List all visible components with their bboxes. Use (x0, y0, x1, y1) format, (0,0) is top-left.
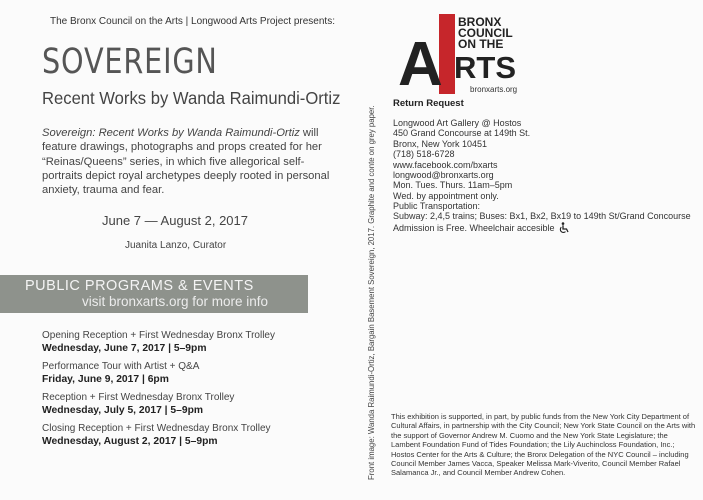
event-date: Wednesday, June 7, 2017 | 5–9pm (42, 343, 207, 354)
description-rest: will feature drawings, photographs and props created for her “Reinas/Queens” series, in which five allegorical self-portraits depict royal archetypes deeply rooted in personal anxiety, trauma and fear. (42, 127, 330, 197)
wheelchair-icon (558, 222, 570, 234)
funding-credits: This exhibition is supported, in part, by public funds from the New York City Department of Cultural Affairs, in partnership with the City Council; New York State Council on the Arts with the support of Governor Andrew M. Cuomo and the New York State Legislature; the Lambent Foundation Fund of Tides Foundation; the Lily Auchincloss Foundation, Inc.; Hostos Center for the Arts & Culture; the Bronx Delegation of the NYC Council – including Council Member James Vacca, Speaker Melissa Mark-Viverito, Council Member Rafael Salamanca Jr., and Council Member Andrew Cohen. (391, 412, 696, 478)
transport-label: Public Transportation: (393, 201, 481, 211)
programs-link[interactable]: visit bronxarts.org for more info (82, 294, 269, 309)
exhibition-dates: June 7 — August 2, 2017 (102, 213, 248, 228)
transportation-info (393, 201, 691, 234)
logo-rts: RTS (454, 50, 516, 85)
facebook-link[interactable]: www.facebook.com/bxarts (393, 159, 498, 170)
event-item (42, 330, 342, 361)
presenter-line: The Bronx Council on the Arts | Longwood Arts Project presents: (50, 16, 335, 27)
logo-line-1: BRONX (458, 15, 502, 29)
admission-text: Admission is Free. Wheelchair accesible (393, 222, 555, 233)
event-date: Wednesday, July 5, 2017 | 5–9pm (42, 405, 204, 416)
admission-line (393, 222, 691, 234)
hours-line: Mon. Tues. Thurs. 11am–5pm (393, 180, 513, 191)
transport-line: Subway: 2,4,5 trains; Buses: Bx1, Bx2, Bx19 to 149th St/Grand Concourse (393, 211, 691, 222)
programs-banner (0, 275, 308, 313)
email-link[interactable]: longwood@bronxarts.org (393, 170, 494, 181)
address-line: Bronx, New York 10451 (393, 138, 488, 149)
bronx-council-logo (398, 14, 518, 99)
exhibition-description (42, 126, 342, 197)
logo-line-3: ON THE (458, 37, 504, 51)
logo-line-2: COUNCIL (458, 26, 513, 40)
exhibition-title: SOVEREIGN (42, 42, 218, 82)
exhibition-subtitle: Recent Works by Wanda Raimundi-Ortiz (42, 88, 341, 108)
return-request-label: Return Request (393, 98, 464, 109)
event-date: Friday, June 9, 2017 | 6pm (42, 374, 169, 385)
event-name: Reception + First Wednesday Bronx Trolley (42, 392, 235, 403)
events-list (42, 330, 342, 454)
event-name: Closing Reception + First Wednesday Bronx Trolley (42, 423, 271, 434)
phone-line: (718) 518-6728 (393, 149, 455, 160)
event-name: Performance Tour with Artist + Q&A (42, 361, 200, 372)
programs-heading: PUBLIC PROGRAMS & EVENTS (25, 278, 254, 294)
logo-url: bronxarts.org (470, 85, 518, 94)
event-item (42, 392, 342, 423)
event-item (42, 423, 342, 454)
event-name: Opening Reception + First Wednesday Bronx Trolley (42, 330, 275, 341)
event-item (42, 361, 342, 392)
event-date: Wednesday, August 2, 2017 | 5–9pm (42, 436, 218, 447)
image-credit: Front image: Wanda Raimundi-Ortiz, Bargain Basement Sovereign, 2017. Graphite and conte on grey paper. (367, 105, 376, 480)
address-line: Longwood Art Gallery @ Hostos (393, 118, 522, 128)
gallery-address (393, 118, 530, 201)
description-italic: Sovereign: Recent Works by Wanda Raimundi-Ortiz (42, 127, 300, 139)
address-line: 450 Grand Concourse at 149th St. (393, 128, 531, 139)
logo-big-letter: A (398, 30, 443, 99)
curator-credit: Juanita Lanzo, Curator (125, 240, 227, 251)
hours-line: Wed. by appointment only. (393, 190, 499, 201)
